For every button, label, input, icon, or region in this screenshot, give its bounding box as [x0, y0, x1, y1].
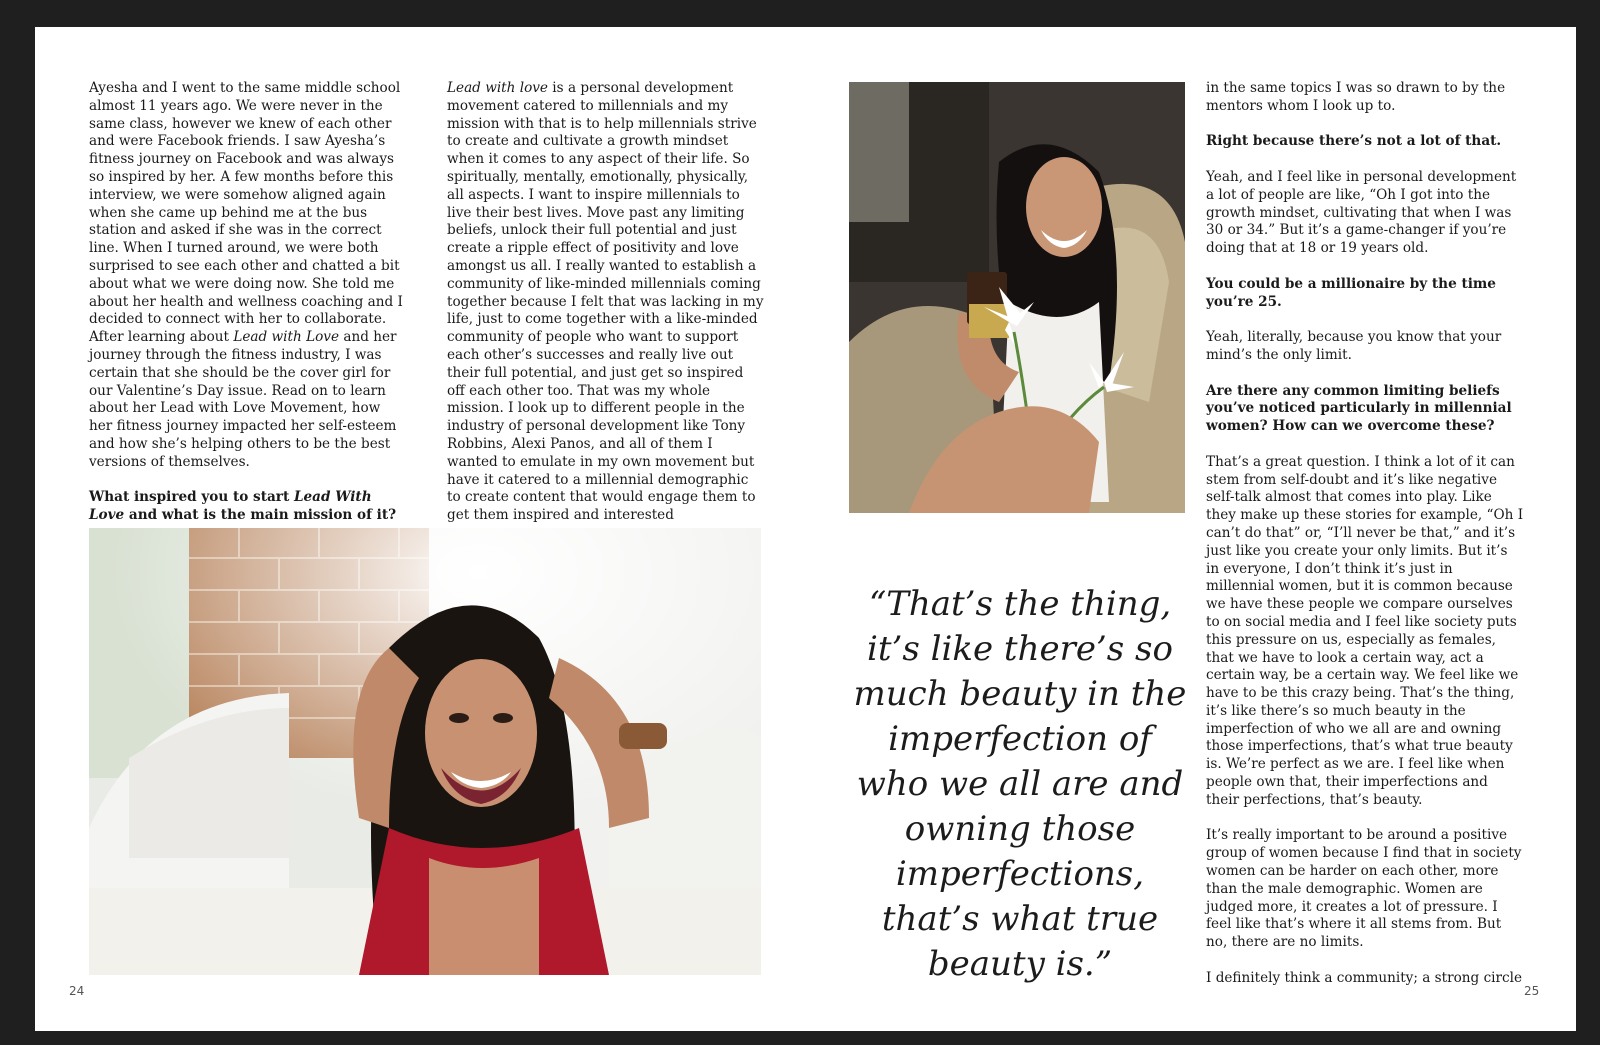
question-text-part: What inspired you to start	[89, 489, 294, 506]
question-heading: You could be a millionaire by the time you’re 25.	[1206, 275, 1496, 310]
answer-paragraph	[447, 80, 765, 525]
page-number-right: 25	[1524, 984, 1540, 998]
answer-paragraph: Yeah, literally, because you know that your mind’s the only limit.	[1206, 329, 1502, 363]
intro-text-part: Ayesha and I went to the same middle school almost 11 years ago. We were never in the same class, however we knew of each other and were Facebook friends. I saw Ayesha’s fitness journey on Facebook and was always so inspired by her. A few months before this interview, we were somehow aligned again when she came up behind me at the bus station and asked if she was in the correct line. When I turned around, we were both surprised to see each other and chatted a bit about what we were doing now. She told me about her health and wellness coaching and I decided to connect with her to collaborate. After learning about	[89, 80, 403, 346]
photo-illustration	[89, 528, 761, 975]
answer-paragraph: I definitely think a community; a strong circle	[1206, 969, 1523, 986]
pull-quote: “That’s the thing, it’s like there’s so much beauty in the imperfection of who we all are and owning those imperfections, that’s what true beauty is.”	[853, 584, 1187, 984]
photo-illustration	[849, 82, 1185, 513]
answer-emphasis: Lead with love	[447, 80, 548, 96]
question-heading: Right because there’s not a lot of that.	[1206, 133, 1502, 150]
question-text-part: and what is the main mission of it?	[124, 507, 397, 524]
portrait-photo-hands-in-hair	[89, 528, 761, 975]
page-number-left: 24	[69, 984, 85, 998]
answer-paragraph: in the same topics I was so drawn to by the mentors whom I look up to.	[1206, 80, 1506, 114]
question-emphasis: Lead With Love	[89, 489, 372, 524]
question-heading: Are there any common limiting beliefs you’ve noticed particularly in millennial women? How can we overcome these?	[1206, 382, 1512, 435]
intro-text-part: and her journey through the fitness industry, I was certain that she should be the cover girl for our Valentine’s Day issue. Read on to learn about her Lead with Love Movement, how her fitness journey impacted her self-esteem and how she’s helping others to be the best versions of themselves.	[89, 329, 397, 470]
answer-text: is a personal development movement catered to millennials and my mission with that is to help millennials strive to create and cultivate a growth mindset when it comes to any aspect of their life. So spiritually, mentally, emotionally, physically, all aspects. I want to inspire millennials to live their best lives. Move past any limiting beliefs, unlock their full potential and just create a ripple effect of positivity and love amongst us all. I really wanted to establish a community of like-minded millennials coming together because I felt that was lacking in my life, just to come together with a like-minded community of people who want to support each other’s successes and really live out their full potential, and just get so inspired off each other too. That was my whole mission. I look up to different people in the industry of personal development like Tony Robbins, Alexi Panos, and all of them I wanted to emulate in my own movement but have it catered to a millennial demographic to create content that would engage them to get them inspired and interested	[447, 80, 764, 524]
answer-paragraph: Yeah, and I feel like in personal development a lot of people are like, “Oh I got into the growth mindset, cultivating that when I was 30 or 34.” But it’s a game-changer if you’re doing that at 18 or 19 years old.	[1206, 168, 1517, 257]
intro-paragraph	[89, 80, 403, 472]
left-column-2	[447, 80, 765, 525]
answer-paragraph: That’s a great question. I think a lot of it can stem from self-doubt and it’s like negative self-talk almost that comes into play. Like they make up these stories for example, “Oh I can’t do that” or, “I’ll never be that,” and it’s just like you create your only limits. But it’s in everyone, I don’t think it’s just in millennial women, but it is common because we have these people we compare ourselves to on social media and I feel like society puts this pressure on us, especially as females, that we have to look a certain way, act a certain way, be a certain way. We feel like we have to be this crazy being. That’s the thing, it’s like there’s so much beauty in the imperfection of who we all are and owning those imperfections, that’s what true beauty is. We’re perfect as we are. I feel like when people own that, their imperfections and their perfections, that’s beauty.	[1206, 453, 1524, 808]
portrait-photo-chocolate-lilies	[849, 82, 1185, 513]
intro-emphasis: Lead with Love	[233, 329, 340, 346]
answer-paragraph: It’s really important to be around a positive group of women because I find that in society women can be harder on each other, more than the male demographic. Women are judged more, it creates a lot of pressure. I feel like that’s where it all stems from. But no, there are no limits.	[1206, 827, 1522, 951]
left-column-1	[89, 80, 403, 525]
question-heading	[89, 489, 403, 525]
right-column	[1206, 80, 1524, 988]
